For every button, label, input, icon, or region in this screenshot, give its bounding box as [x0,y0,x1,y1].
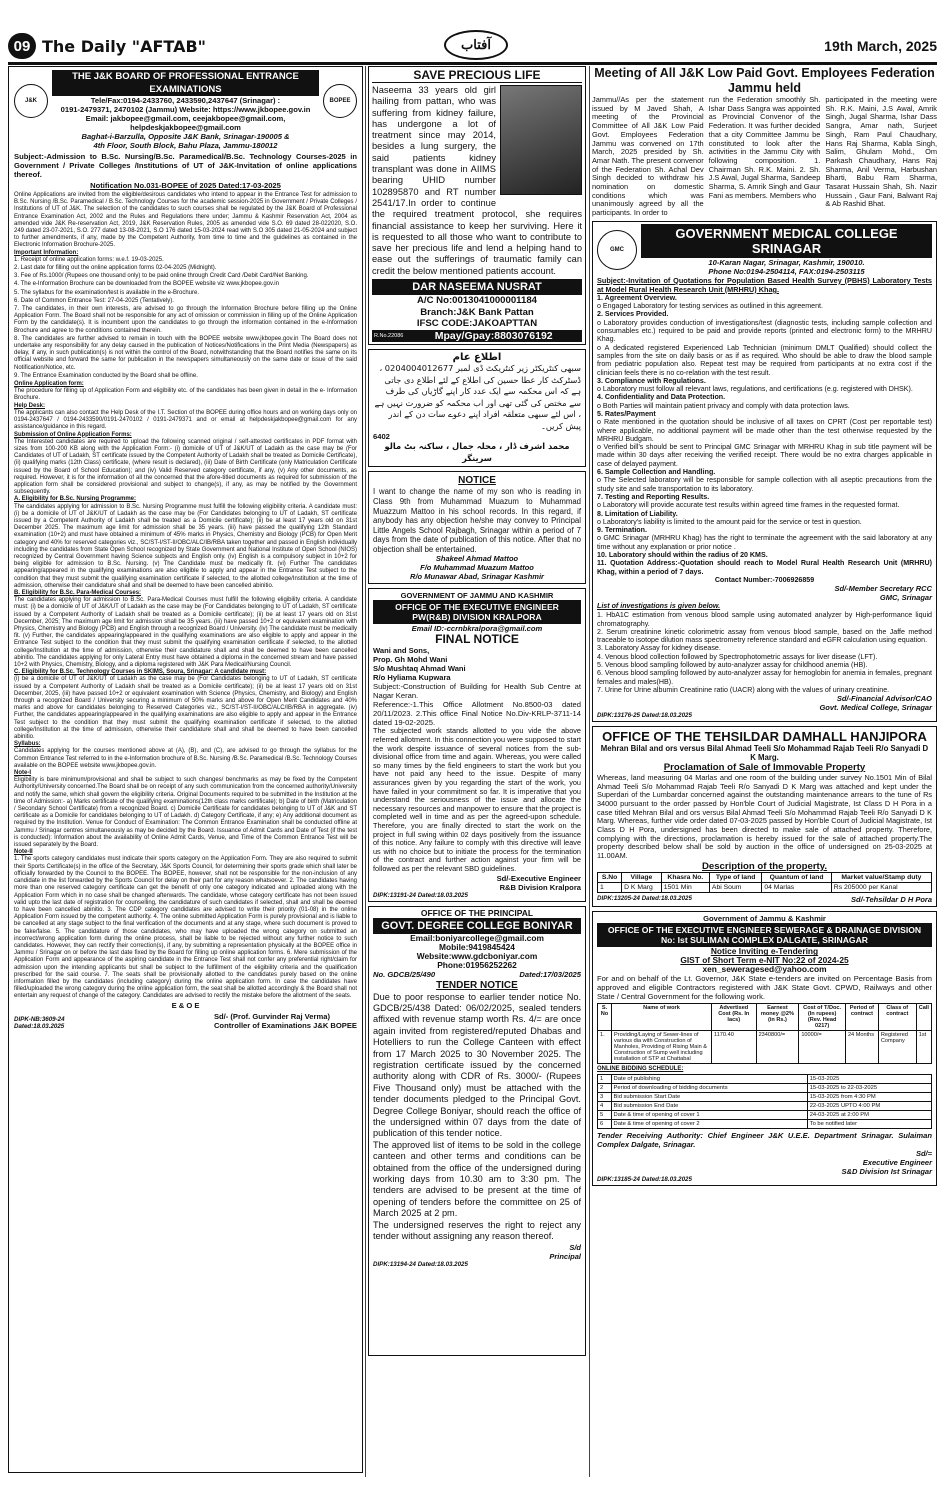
list-item: 2. Services Provided. [597,310,669,319]
table-row [598,1074,932,1083]
list-item: o Laboratory will provide accurate test results within agreed time frames in the requested format. [597,501,900,510]
bopee-intro: Online Applications are invited from the eligible/desirous candidates who intend to appear in the Entrance Test for admission to B.Sc. Nursing /B.Sc. Paramedical / B.Sc. Technology Courses for the academic session-2025 in Government / Private Colleges / Institutions of UT of J&K. The selection of the candidates to such courses shall be regulated by the J&K Board of Professional Entrance Examination Act, 2002 and the Rules and Regulations there under; Jammu & Kashmir Reservation Act, 2004 as amended vide J&K Re-reservation Act, 2019, J&K Reservation Rules, 2005 as amended vide S.O. 69 dated 28-022020, S.O. 249 dated 23-07-2021, S.O. 277 dated 13-08-2021, S.O 176 dated 15-03-2024 read with S.O 305 dated 21-05-2024 and subject to further amendments, if any, made by the Competent Authority, from time to time and the guidelines as contained in the Electronic Information Brochure-2025. [14,192,357,249]
table-header: Quantum of land [762,873,831,883]
list-item: 2. Serum creatinine kinetic colorimetric assay from venous blood sample, based on the Jaffe method traceable to isotope dilution mass spectrometry reference standard and eGFR calculation using equation. [597,627,932,645]
bopee-footer [14,1012,357,1030]
list-item: 8. Limitation of Liability. [597,509,678,518]
list-item: o Verified bill's should be sent to Principal GMC Srinagar with MRHRU Khag in sub title payment will be made within 30 days after receiving the verified receipt. There would be no extra charges applicable in case of delayed payment. [597,443,932,468]
list-item: 5. Venous blood sampling followed by auto-analyzer assay for childhood anemia (HB). [597,661,868,670]
table-cell: 5 [598,1110,612,1119]
table-header: Period of contract [845,1004,878,1031]
notice-signer-address: R/o Munawar Abad, Srinagar Kashmir [410,572,544,582]
list-item: 4. The e-Information Brochure can be downloaded from the BOPEE website viz www.jkbopee.gov.in [14,281,279,288]
sewerage-gist: GIST of Short Term e-NIT No:22 of 2024-25 [680,955,849,966]
schedule-label: ONLINE BIDDING SCHEDULE: [597,1066,684,1073]
property-table [597,872,932,893]
table-header: Cost of T/Doc. (In rupees) (Rev. Head 0217) [799,1004,846,1031]
bopee-notice-box [8,66,363,1473]
account-number: A/C No:0013041000001184 [416,295,537,307]
bopee-notification: Notification No.031-BOPEE of 2025 Dated:17-03-2025 [90,181,281,190]
tehsildar-sub: Proclamation of Sale of Immovable Property [663,762,866,774]
table-cell: Date & time of opening of cover 2 [611,1119,807,1128]
bopee-syllabus-label: Syllabus: [14,741,41,748]
kralpora-gov: GOVERNMENT OF JAMMU AND KASHMIR [400,591,554,601]
bopee-syllabus: Candidates applying for the courses mentioned above at (A), (B), and (C), are advised to go through the syllabus for the Common Entrance Test referred to in the e-Information brochure of B.Sc. Nursing /B.Sc. Paramedical /B.Sc. Technology Courses available on the BOPEE website www.jkbopee.gov.in. [14,748,357,769]
table-row [598,1031,932,1064]
jk-emblem-icon: J&K [14,84,48,118]
kralpora-dipk: DIPK:13191-24 Dated:18.03.2025 [373,891,468,899]
bopee-signature: Sd/- (Prof. Gurvinder Raj Verma) [213,1011,330,1021]
gmc-title: GOVERNMENT MEDICAL COLLEGE SRINAGAR [641,224,932,258]
gmc-dipk: DIPK:13176-25 Dated:18.03.2025 [597,712,692,720]
gmc-logo-icon: GMC [597,230,637,270]
boniyar-body3: The undersigned reserves the right to reject any tender without assigning any reason thereof. [373,1219,581,1242]
bank-branch: Branch:J&K Bank Pattan [420,306,534,318]
table-cell: 04 Marlas [762,883,831,893]
boniyar-tender-notice [368,906,586,1356]
table-header: Village [622,873,662,883]
bopee-note1-label: Note-I [14,770,31,777]
gmc-subject: Subject:-Invitation of Quotations for Population Based Health Survey (PBHS) Laboratory Tests at Model Rural Health Research Unit (MRHRU) Khag. [597,275,932,294]
gmc-phone: Phone No:0194-2504114, FAX:0194-2503115 [708,266,865,276]
table-cell: 1501 Min [661,883,709,893]
list-item: 1. HbA1C estimation from venous blood sample using automated analyzer by High-performance liquid chromatography. [597,611,932,628]
bopee-note2-label: Note-II [14,849,33,856]
gmc-points [597,294,932,584]
mpay-number: Mpay/Gpay:8803076192 [434,329,553,342]
table-header: Advertised Cost (Rs. In lacs) [712,1004,757,1031]
table-cell: 3 [598,1092,612,1101]
list-item: o Laboratory provides conduction of investigations/test (diagnostic tests, including sample collection and consumables etc.) required to be paid and provide reports (printed and electronic form) to the MRHRU Khag. [597,318,932,344]
list-item: 11. Quotation Address:-Quotation should reach to Model Rural Health Research Unit (MRHRU) Khag, within a period of 7 days. [597,559,932,576]
table-header: Type of land [709,873,761,883]
bopee-advert [8,66,363,1477]
list-item: 6. Sample Collection and Handling. [597,468,716,477]
bopee-important-label: Important Information: [14,249,79,256]
bopee-online-label: Online Application form: [14,381,84,388]
gmc-sd2: Sd/-Financial Advisor/CAO [836,694,932,704]
table-header-row [598,873,932,883]
sewerage-email: xen_seweragesed@yahoo.com [702,964,827,975]
boniyar-mobile: Mobile:9419845424 [439,941,515,952]
works-table [597,1003,932,1064]
table-cell: 15-03-2025 from 4:30 PM [807,1092,931,1101]
boniyar-body: Due to poor response to earlier tender notice No. GDCB/25/438 Dated: 06/02/2025, sealed tenders affixed with revenue stamp worth Rs. 4/= are once again invited from registered/reputed Dhabas and Hotelliers to run the College Canteen with effect from 17 March 2025 to 30 November 2025. The registration certificate issued by the concerned authority along with CDR of Rs. 3000/- (Rupees Five Thousand only) must be attached with the tender documents pledged to the Principal Govt. Degree College Boniyar, should reach the office of the undersigned within 07 days from the date of publication of this tender notice. [373,991,581,1139]
list-item: 9. The Entrance Examination conducted by the Board shall be offline. [14,372,198,379]
bopee-help: The applicants can also contact the Help Desk of the I.T. Section of the BOPEE during office hours and on working days only on 0194-2437647 / 0194-2433590/0191-2470102 / 0191-2479371 and or email at helpdeskjakbopee@gmail.com for any assistance/guidance in this regard. [14,409,357,431]
boniyar-body2: The approved list of items to be sold in the college canteen and other terms and conditions can be obtained from the office of the undersigned during working days from 10.30 am to 3:30 pm. The tenders are advised to be present at the time of opening of tenders before the committee on 25 of March 2025 at 2 pm. [373,1139,581,1219]
table-row [598,1119,932,1128]
gmc-tests [597,611,932,694]
urdu-number: 6402 [373,432,390,442]
list-item: 3. Laboratory Assay for kidney disease. [597,644,721,653]
bopee-submission: The Interested candidates are required to upload the following scanned original / self-attested certificates in PDF format with sizes from 100-200 KB along with the Application Form:- (i) domicile of UT of J&K/UT of Ladakh as the case may be (For Candidates of UT of Ladakh, ST certificate issued by the Competent Authority of Ladakh shall be treated as Domicile Certificate), (ii) qualifying marks (12th Class) certificate, (where result is declared), (iii) Date of Birth Certificate (only Matriculation Certificate issued by the Board of School Education); and (iv) Valid Reserved category certificate, if any, (v) Any other documents, as required. However, it is for the information of all the concerned that the afore-titled documents as required for submission of the application form shall be considered provisional and subject to change(s), if any, as may be notified by the Government subsequently. [14,438,357,496]
table-cell: Date of publishing [611,1074,807,1083]
page-number: 09 [8,33,36,59]
list-item: o The Selected laboratory will be responsible for sample collection with all aseptic precautions from the study site and safe transportation to its laboratory. [597,476,932,493]
boniyar-no: No. GDCB/25/490 [373,969,436,979]
tehsildar-sign: Sd/-Tehsildar D H Pora [851,895,932,905]
addressee-line: R/o Hyliama Kupwara [373,673,451,683]
kralpora-title: FINAL NOTICE [435,632,519,647]
bopee-email2: helpdeskjakbopee@gmail.com [130,123,241,132]
tehsildar-desc: Description of the property. [701,860,828,872]
table-row [598,1110,932,1119]
kralpora-body: The subjected work stands allotted to you vide the above referred allotment. In this connection you were supposed to start the work despite issuance of several notices from the sub-divisional office from time and again. Whereas, you were called so many times by the field engineers to start the work but you have not paid any heed to the issue. Despite of many assurances given by you regarding the start of the work, you have failed in your commitment so far. It is imperative that you understand the seriousness of the issue and allocate the necessary resources and manpower to ensure that the project is completed well in time and as per the agreed-upon schedule. Therefore, you are finally directed to start the work on the project in full swing within 02 days positively from the issuance of this notice. Any failure to comply with this directive will leave us with no choice but to initiate the process for the termination of the contract and further action against your firm will be followed as per the relevant SBD guidelines. [373,726,581,873]
list-item: o A dedicated registered Experienced Lab Technician (minimum DMLT Qualified) should collect the samples from the site on daily basis or as if as required. Who should be able to draw the blood sample from pediatric population also. Repeat test may be required from participants at no extra cost if the clinician feels there is no co-relation with the test result. [597,343,932,377]
save-life-appeal [368,66,586,345]
table-cell: 2 [598,1083,612,1092]
table-row [598,1092,932,1101]
sewerage-tender-notice [592,911,937,1185]
mpay-bar [372,330,582,342]
list-item: 6. Venous blood sampling followed by auto-analyzer assay for hemoglobin for anemia in females, pregnant females and males(HB). [597,669,932,686]
list-item: 10. Laboratory should within the radius of 20 KMS. [597,551,768,560]
bopee-note1: Eligibility is bare minimum/provisional and shall be subject to such changes/ benchmarks as may be fixed by the Competent Authority/University concerned.The Board shall be on receipt of any such communication from the concerned authority/University and notify the same, which shall govern the eligibility criteria. Original Documents required to be submitted in the Institution at the time of Admission:- a) Marks certificate of the qualifying examinations(12th class marks certificate); b) Date of birth (Matriculation / Secondary School Certificate) from a recognized Board. c) Domicile Certificate for candidates belonging to UT of J&K and ST certificate as a Domicile for candidates belonging to UT of Ladakh. d) Category Certificate, if any; e) Any additional document as required by the Institution. Venue for Conduct of Examination: The Common Entrance Examination shall be conducted offline at Jammu / Srinagar centres simultaneously as may be decided by the Board. Issuance of Admit Cards and Date of Test (if the test is conducted): Information about the availability of Online Admit Cards, Venue, and Time of the Common Entrance Test will be issued separately by the Board. [14,777,357,849]
news-col-1: Jammu//As per the statement issued by M Javed Shah, A meeting of the Provincial Committee of All J&K Low Paid Govt. Employees Federation Jammu was convened on 17th March, 2025 presided by Sh. Amar Nath. The present convenor of the Federation Sh. Achal Dev Singh decided to withdraw his nomination on domestic conditions which was unanimously agreed by all the participants. In order to [592,95,704,218]
masthead-rule [8,62,937,65]
bopee-elig-b: The candidates applying for admission to B.Sc. Para-Medical Courses must fulfill the following eligibility criteria. A candidate must: (i) be a domicile of UT of J&K/UT of Ladakh as the case may be (For Candidates belonging to UT of Ladakh, ST certificate issued by a Competent Authority of Ladakh shall be treated as a Domicile certificate); (ii) be at least 17 years old on 31st December, 2025; The maximum age limit for admission shall be 35 years. (iii) have passed 10+2 or equivalent examination with Physics, Chemistry and Biology (PCB) and English through a recognized Board / University. (iv) The candidate must be medically fit. (v) Further, the candidates appearing/appeared in the qualifying examinations are also eligible to apply and appear in the Entrance Test subject to the condition that they must submit the qualifying examination certificate if selected, to the allotted college/Institution at the time of admission, otherwise their candidature shall and shall be deemed to have been cancelled abinitio. The candidates applying for only Lateral Entry must have obtained a diploma in the concerned stream and have passed 10+2 with Physics, Chemistry, Biology, and a diploma registered with J&K Para Medical/Nursing Council. [14,597,357,668]
bopee-header [14,70,357,132]
kralpora-sign-division: R&B Division Kralpora [499,882,581,892]
bopee-elig-a-label: A. Eligibility for B.Sc. Nursing Programme: [14,496,137,503]
list-item: 2. Last date for filling out the online application forms 02-04-2025 (Midnight). [14,265,217,272]
table-cell: To be notified later [807,1119,931,1128]
table-cell: 2340800/= [756,1031,799,1064]
bopee-title: THE J&K BOARD OF PROFESSIONAL ENTRANCE EXAMINATIONS [52,70,319,96]
addressee-line: Wani and Sons, [373,646,430,656]
bopee-elig-b-label: B. Eligibility for B.Sc. Para-Medical Courses: [14,589,142,596]
list-item: 1. Agreement Overview. [597,293,677,302]
boniyar-office: OFFICE OF THE PRINCIPAL [420,907,534,918]
right-column [592,66,937,1477]
table-row [598,1101,932,1110]
table-header-row [598,1004,932,1031]
table-header: Market value/Stamp duty [831,873,931,883]
notice-signer: Shakeel Ahmad Mattoo [435,554,519,564]
gmc-address: 10-Karan Nagar, Srinagar, Kashmir, 190010. [708,257,865,267]
save-life-body: Naseema 33 years old girl hailing from pattan, who was suffering from kidney failure, has undergone a lot of treatment since may 2014, besides a lung surgery, the said patients kidney transplant was done in AIIMS bearing UHID number 102895870 and RT number 2541/17.In order to continue the required treatment protocol, she requires financial assistance to keep her surviving. Here it is requested to all those who want to contribute to save her precious life and lend a helping hand to ease out the sufferings of traumatic family can credit the below mentioned patients account. [372,85,582,276]
list-item: 3. Fee of Rs.1000/ (Rupees one thousand only) to be paid online through Credit Card /Debit Card/Net Banking. [14,273,309,280]
boniyar-dated: Dated:17/03/2025 [519,969,581,979]
table-cell: Period of downloading of bidding documents [611,1083,807,1092]
bopee-elig-c-label: C. Eligibility for B.Sc. Technology Courses in SKIMS, Soura, Srinagar: A candidate must: [14,669,267,676]
sewerage-sign: Sd/= [915,1148,932,1158]
sewerage-office: OFFICE OF THE EXECUTIVE ENGINEER SEWERAGE & DRAINAGE DIVISION No: Ist SULIMAN COMPLEX DALGATE, SRINAGAR [597,923,932,947]
kralpora-office: OFFICE OF THE EXECUTIVE ENGINEER PW(R&B) DIVISION KRALPORA [373,600,581,624]
bopee-submission-label: Submission of Online Application Forms: [14,431,132,438]
addressee-line: Prop. Gh Mohd Wani [373,655,448,665]
table-cell: Date & time of opening of cover 1 [611,1110,807,1119]
dipk-number: DIPK-NB:3609-24 [14,1015,65,1023]
tehsildar-parties: Mehran Bilal and ors versus Bilal Ahmad Teeli S/o Mohammad Rajab Teeli R/o Sanyadi D K Marg. [600,744,929,763]
boniyar-dipk: DIPK:13194-24 Dated:18.03.2025 [373,1260,468,1268]
list-item: 4. Confidentiality and Data Protection. [597,393,726,402]
bopee-online: The procedure for filling up of Application Form and eligibility etc. of the candidates has been given in detail in the e- Information Brochure. [14,388,357,402]
bopee-help-label: Help Desk: [14,402,46,409]
gmc-list-label: List of investigations is given below. [597,602,721,611]
table-row [598,1083,932,1092]
list-item: 9. Termination. [597,526,647,535]
table-cell: 10000/= [799,1031,846,1064]
bopee-email: Email: jakbopee@gmail.com, ceejakbopee@gmail.com, [85,114,286,123]
tehsildar-proclamation [592,726,937,907]
bopee-logo-icon: BOPEE [323,84,357,118]
list-item: o Both Parties will maintain patient privacy and comply with data protection laws. [597,401,850,410]
list-item: 6. Date of Common Entrance Test: 27-04-2025 (Tentatively). [14,297,174,304]
urdu-public-notice [368,349,586,468]
table-header: S. No [598,1004,612,1031]
table-cell: 1 [598,1074,612,1083]
list-item: 8. The candidates are further advised to remain in touch with the BOPEE website www.jkbopee.gov.in The Board does not undertake any responsibility for any delay caused in the publication of Notices/Notifications in the Print Media (Newspapers) as delay, if any, in such publication(s) is not within the control of the Board, notwithstanding that the Board notifies the same on its official website and forward the same for publication in the newspapers simultaneously on the same date or issue of the said Notification/Notice, etc. [14,335,357,371]
boniyar-ref-row [373,970,581,979]
notice-signer-father: F/o Muhammad Muazum Mattoo [420,563,534,573]
notice-body: I want to change the name of my son who is reading in Class 9th from Muhammad Muazum to Muhammad Muazzum Mattoo in his school records. In this regard, if anybody has any objection he/she may convey to Principal Little Angels School Rajbagh, Srinagar within a period of 7 days from the date of publication of this notice. After that no objection shall be entertained. [373,487,581,554]
table-cell: 1170.40 [712,1031,757,1064]
tehsildar-footer [597,895,932,904]
list-item: o Rate mentioned in the quotation should be inclusive of all taxes on CPRT (Cost per reportable test) where applicable, no additional payment will be made other than the test otherwise requested by the MRHRU Budgam. [597,418,932,443]
sewerage-sign-title: Executive Engineer [862,1157,932,1167]
urdu-heading: اطلاع عام [452,351,502,363]
news-col-2: run the Federation smoothly Sh. Ishar Dass Sangra was appointed as Provincial Convenor of the Federation. It was further decided that a city Committee Jammu be constituted to look after the activities in the Jammu City with following composition. 1. Chairman Sh. R.K. Maini. 2. Sh. J.S Awal, Jugal Sharma, Sandeep Sharma, S. Amrik Singh and Gaur Fani as members. Members who [708,95,821,200]
list-item: o Engaged Laboratory for testing services as outlined in this agreement. [597,302,823,311]
tehsildar-body: Whereas, land measuring 04 Marlas and one room of the building under survey No.1501 Min of Bilal Ahmad Teeli S/o Mohammad Rajab Teeli R/o Sanyadi D K Marg was attached and kept under the Superdari of the Lumbardar concerned against the outstanding maintenance arrears to the tune of Rs 34000 pursuant to the order passed by Hon'ble Court of Judicial Magistrate, Ist Class D H Pora in a case titled Mehran Bilal and ors versus Bilal Ahmad Teeli S/o Mohammad Rajab Teeli R/o Sanyadi D K Marg. Whereas, further vide order dated 07-03-2025 passed by Hon'ble Court of Judicial Magistrate, Ist Class D H Pora, undersigned has been directed to make sale of attached property. Therefore, complying with the directions, proclamation is hereby issued for the sale of attached property.The property described below shall be sold by auction in the office of undersigned on 25-03-2025 at 11.00AM. [597,772,932,861]
bopee-tele: Tele/Fax:0194-2433760, 2433590,2437647 (Srinagar) : [90,96,281,105]
table-cell: 15-03-2025 [807,1074,931,1083]
gmc-quotation-notice [592,221,937,722]
tehsildar-title: OFFICE OF THE TEHSILDAR DAMHALL HANJIPORA [602,729,927,745]
boniyar-title: TENDER NOTICE [436,979,518,991]
table-header: Khasra No. [661,873,709,883]
table-cell: Bid submission Start Date [611,1092,807,1101]
sewerage-body: For and on behalf of the Lt. Governor, J&K State e-tenders are invited on Percentage Basis from approved and eligible Contractors registered with J&K State Govt. CPWD, Railways and other State / Central Government for the following work. [597,974,932,1002]
news-col-3: participated in the meeting were Sh. R.K. Maini, J.S Awal, Amrik Singh, Jugal Sharma, Ishar Dass Sangra, Amar nath, Surjeet Singh, Ram Paul Chaudhary, Hans Raj Sharma, Kabla Singh, Salim, Ghulam Mohd., Om Parkash Chaudhary, Hans Raj Sharma, Anil Verma, Harbushan Bharti, Babu Ram Sharma, Tasarat Hussain Shah, Sh. Nazir Hussain , Gaur Fani, Balwant Raj & Ab Rashid Bhat. [825,95,937,209]
bopee-subject: Subject:-Admission to B.Sc. Nursing/B.Sc. Paramedical/B.Sc. Technology Courses-2025 in Government / Private Colleges /Institutions of UT of J&K-Invitation of online applications thereof. [14,152,357,179]
table-cell: 1. [598,1031,612,1064]
kralpora-subject: Subject:-Construction of Building for Health Sub Centre at Nagar Keran. [373,682,581,701]
table-header: Name of work [612,1004,712,1031]
table-cell: D K Marg [622,883,662,893]
list-item: 1. Receipt of online application forms: w.e.f. 19-03-2025. [14,256,164,263]
list-item: 4. Venous blood collection followed by Spectrophotometric assays for liver disease (LFT). [597,652,878,661]
kralpora-final-notice [368,588,586,901]
table-cell: 15-03-2025 to 22-03-2025 [807,1083,931,1092]
notice-title: NOTICE [458,475,496,487]
kralpora-reference: Reference:-1.This Office Allotment No.8500-03 dated 20/11/2023. 2.This office Final Notice No.Div-KRLP-3711-14 dated 19-02-2025. [373,700,581,728]
bopee-elig-a: The candidates applying for admission to B.Sc. Nursing Programme must fulfill the following eligibility criteria. A candidate must: (i) be a domicile of UT of J&K/UT of Ladakh as the case may be (For Candidates belonging to UT of Ladakh, ST certificate issued by a Competent Authority of Ladakh shall be treated as a Domicile certificate); (ii) be at least 17 years old on 31st December 2025. The maximum age limit for admission shall be 35 years. (iii) have passed the qualifying 12th Standard examination (10+2) and must have obtained a minimum of 45% marks in Physics, Chemistry and Biology (PCB) for Open Merit category and 40% for reserved categories viz., SC/ST-I/ST-II/OBC/ALC/IB/RBA taken together and passed in English individually including the candidates from State Open School recognized by State Government and National Institute of Open School (NIOS) recognized by Central Government having Science subjects and English only. (iv) English is a compulsory subject in 10+2 for being eligible for admission to B.Sc. Nursing. (v) The Candidate must be medically fit. (vi) Further The candidates appearing/appeared in the qualifying examinations are also eligible to apply and appear in the Entrance Test subject to the condition that they must submit the qualifying examination certificate if selected, to the allotted college/Institution at the time of admission, otherwise their candidature shall and shall be deemed to have been cancelled abinitio. [14,503,357,589]
beneficiary-name: DAR NASEEMA NUSRAT [372,279,582,295]
gmc-header [597,224,932,276]
table-cell: Rs 205000 per Kanal [831,883,931,893]
table-header: Class of contract [878,1004,916,1031]
gmc-sd2b: Govt. Medical College, Srinagar [819,703,932,713]
column-divider [365,66,366,1477]
list-item: 3. Compliance with Regulations. [597,376,706,385]
table-cell: 6 [598,1119,612,1128]
addressee-line: S/o Mushtaq Ahmad Wani [373,664,466,674]
boniyar-sign: S/d [569,1242,581,1252]
patient-photo [500,85,582,195]
bopee-elig-c: (i) be a domicile of UT of J&K/UT of Ladakh as the case may be (For Candidates belonging to UT of Ladakh, ST certificate issued by a Competent Authority of Ladakh shall be treated as a Domicile certificate); (ii) be at least 17 years old on 31st December, 2025, (iii) have passed 10+2 or equivalent examination with Science (Physics, Chemistry, and Biology) and English through a recognized Board / University securing a minimum of 50% marks and above for Open Merit Candidates and 40% marks and above for candidates belonging to Reserved Categories viz., SC/ST-I/ST-II/OBC/ALC/IB/RBA in aggregate. (iv) Further, the candidates appearing/appeared in the qualifying examinations are also eligible to apply and appear in the Entrance Test subject to the condition that they must submit the qualifying examination certificate if selected, to the allotted college/Institution at the time of admission, otherwise their candidature shall and shall be deemed to have been cancelled abinitio. [14,676,357,741]
list-item: 5. Rates/Payment [597,410,656,418]
bopee-address2: 4th Floor, South Block, Bahu Plaza, Jammu-180012 [93,141,278,150]
column-divider [589,66,590,1477]
table-header: Earnest money @2% (in Rs.) [756,1004,799,1031]
boniyar-college: GOVT. DEGREE COLLEGE BONIYAR [373,918,581,934]
tehsildar-dipk: DIPK:13205-24 Dated:18.03.2025 [597,895,692,903]
boniyar-sign-title: Principal [549,1251,581,1261]
list-item: o GMC Srinagar (MRHRU Khag) has the right to terminate the agreement with the said laboratory at any time without any explanation or prior notice . [597,534,932,551]
receiving-authority: Tender Receiving Authority: Chief Engineer J&K U.E.E. Department Srinagar. Sulaiman Complex Dalgate, Srinagar. [597,1130,932,1149]
table-header: S.No [598,873,622,883]
table-cell: 4 [598,1101,612,1110]
bopee-eoe: E & O E [171,1000,200,1010]
table-header: Call [916,1004,931,1031]
list-item: o Laboratory's liability is limited to the amount paid for the service or test in question. [597,517,862,526]
save-life-title: SAVE PRECIOUS LIFE [372,69,582,83]
gmc-sd1: Sd/-Member Secretary RCC [834,584,932,594]
list-item: 5. The syllabus for the examination/test is available in the e-Brochure. [14,289,199,296]
list-item: o Laboratory must follow all relevant laws, regulations, and certifications (e.g. registered with DHSK). [597,385,913,394]
table-cell: 24 Months [845,1031,878,1064]
kralpora-email: Email ID:-ccrnbkralpora@gmail.com [411,624,543,634]
boniyar-website: Website:www.gdcboniyar.com [416,950,538,961]
ref-number: R.No.22086 [374,332,404,339]
urdu-signature: محمد اشرف ڈار ، محلہ جمال ، ساکنہ بٹ مالو سرینگر [384,441,570,463]
list-item: 7. Urine for Urine albumin Creatinine ratio (UACR) along with the values of urinary creatinine. [597,685,890,694]
sewerage-sign-division: S&D Division Ist Srinagar [841,1166,932,1176]
table-cell: Registered Company [878,1031,916,1064]
table-cell: 1 [598,883,622,893]
bopee-tele2: 0191-2479371, 2470102 (Jammu) Website: https://www.jkbopee.gov.in [60,105,311,114]
list-item: 7. Testing and Reporting Results. [597,492,710,501]
urdu-body: سبھی کنٹریکٹر زیر کنٹریکٹ ڈی لمبر 0204004012677 ، ڈسٹرکٹ کار عطا حسین کی اطلاع کے لئے اطلاع دی جاتی ہے کہ اس محکمہ سے ایک عدد کار اپنے گاڑیاں کی طرف سے مختص کی گئی تھی اور اب محکمہ کو ضرورت نہیں ہے ، اس لئے سبھی متعلقہ افراد اپنے دعوے سات دن کے اندر پیش کریں۔ [374,363,581,431]
federation-news [592,66,937,218]
table-cell: 24-03-2025 at 2:00 PM [807,1110,931,1119]
name-change-notice [368,471,586,584]
list-item: Contact Number:-7006926859 [714,575,815,584]
middle-column [368,66,586,1477]
dipk-date: Dated:18.03.2025 [14,1022,65,1030]
schedule-table [597,1074,932,1129]
table-cell: 22-03-2025 UPTO 4:00 PM [807,1101,931,1110]
news-headline: Meeting of All J&K Low Paid Govt. Employees Federation Jammu held [594,66,935,95]
table-cell: 1st [916,1031,931,1064]
gmc-sd1b: GMC, Srinagar [879,593,932,603]
table-cell: Bid submission End Date [611,1101,807,1110]
bopee-address1: Baghat-i-Barzulla, Opposite J&K Bank, Srinagar-190005 & [81,132,290,141]
table-cell: Providing/Laying of Sewer-lines of various dia with Construction of Manholes, Providing of Rising Main & Construction of Sump well including installation of STP at Chattabal [612,1031,712,1064]
kralpora-sign: Sd/-Executive Engineer [496,873,581,883]
list-item: 7. The candidates, in their own interests, are advised to go through the Information Brochure before filling up the Online Application Form. The Board shall not be responsible for any act of omission or commission in filling up of the Online Application Form by the candidate(s). It is incumbent upon the candidates to go through the information contained in the e-Information Brochure and agree to the conditions contained therein. [14,306,357,334]
bopee-designation: Controller of Examinations J&K BOPEE [213,1020,357,1030]
paper-name: The Daily "AFTAB" [42,36,207,56]
boniyar-phone: Phone:01956252262 [437,959,517,970]
masthead [8,32,937,60]
bopee-important-list [14,257,357,380]
issue-date: 19th March, 2025 [824,38,937,54]
sewerage-gov: Government of Jammu & Kashmir [703,914,826,924]
sewerage-title: Notice Inviting e-Tendering [710,946,819,957]
news-columns [592,96,937,218]
table-cell: Abi Soum [709,883,761,893]
paper-logo: آفتاب [444,30,508,60]
sewerage-dipk: DIPK:13185-24 Dated:18.03.2025 [597,1175,692,1183]
ifsc-code: IFSC CODE:JAKOAPTTAN [416,318,538,330]
boniyar-email: Email:boniyarcollege@gmail.com [410,932,544,943]
table-row [598,883,932,893]
bopee-note2: 1. The sports category candidates must indicate their sports category on the Application Form. They are also required to submit their Sports Certificate(s) in the office of the Secretary, J&K Sports Council, for determining their sports grade which shall later be officially forwarded by the Council to the BOPEE. The BOPEE, however, shall not be responsible for the non-inclusion of any candidate in the list forwarded by the Sports Council for delay on their part for any reason whatsoever. 2. The candidates having more than one reserved category certificate can get the benefit of only one category indicated and uploaded along with the Application Form which in no case shall be changed afterwards. The candidate, whose category certificate has not been issued valid upto the last date of registration for counselling, the candidature of such candidates if selected, shall and shall be deemed to have been cancelled abinitio. 3. The CDP category candidates are advised to write their priority (01-08) in the online Application Form issued by the competent authority. 4. The online submitted Application Form is purely provisional and is liable to be cancelled at any stage subject to the final verification of the documents and at any stage, where such document is proved to be fake/false. 5. The candidature of those candidates, who may have uploaded the wrong category on submitted an incorrect/wrong application form during the online process, shall be liable to be rejected without any further notice to such candidates. However, they can rectify their correction(s), if any, by submitting a representation physically at the BOPEE office in Jammu / Srinagar on or before the last date fixed by the Board for filling up online application forms. 6. Mere submission of the Application Form and appearance of the aspiring candidate in the Entrance Test shall not confer any preferential right/claim for admission upon the intending applicants but shall be subject to the fulfillment of the eligibility criteria and the qualification prescribed for the said course. 7. The seats shall be provisionally allotted to the candidates purely based on the online information filled by the candidates (including category) during the online application form. In case the candidates have filled/uploaded the wrong category during the online application form, the seat shall be allotted accordingly & the Board shall not entertain any request of change of the category. Candidates are advised to rectify the mistake before the allotment of the seats. [14,856,357,1000]
